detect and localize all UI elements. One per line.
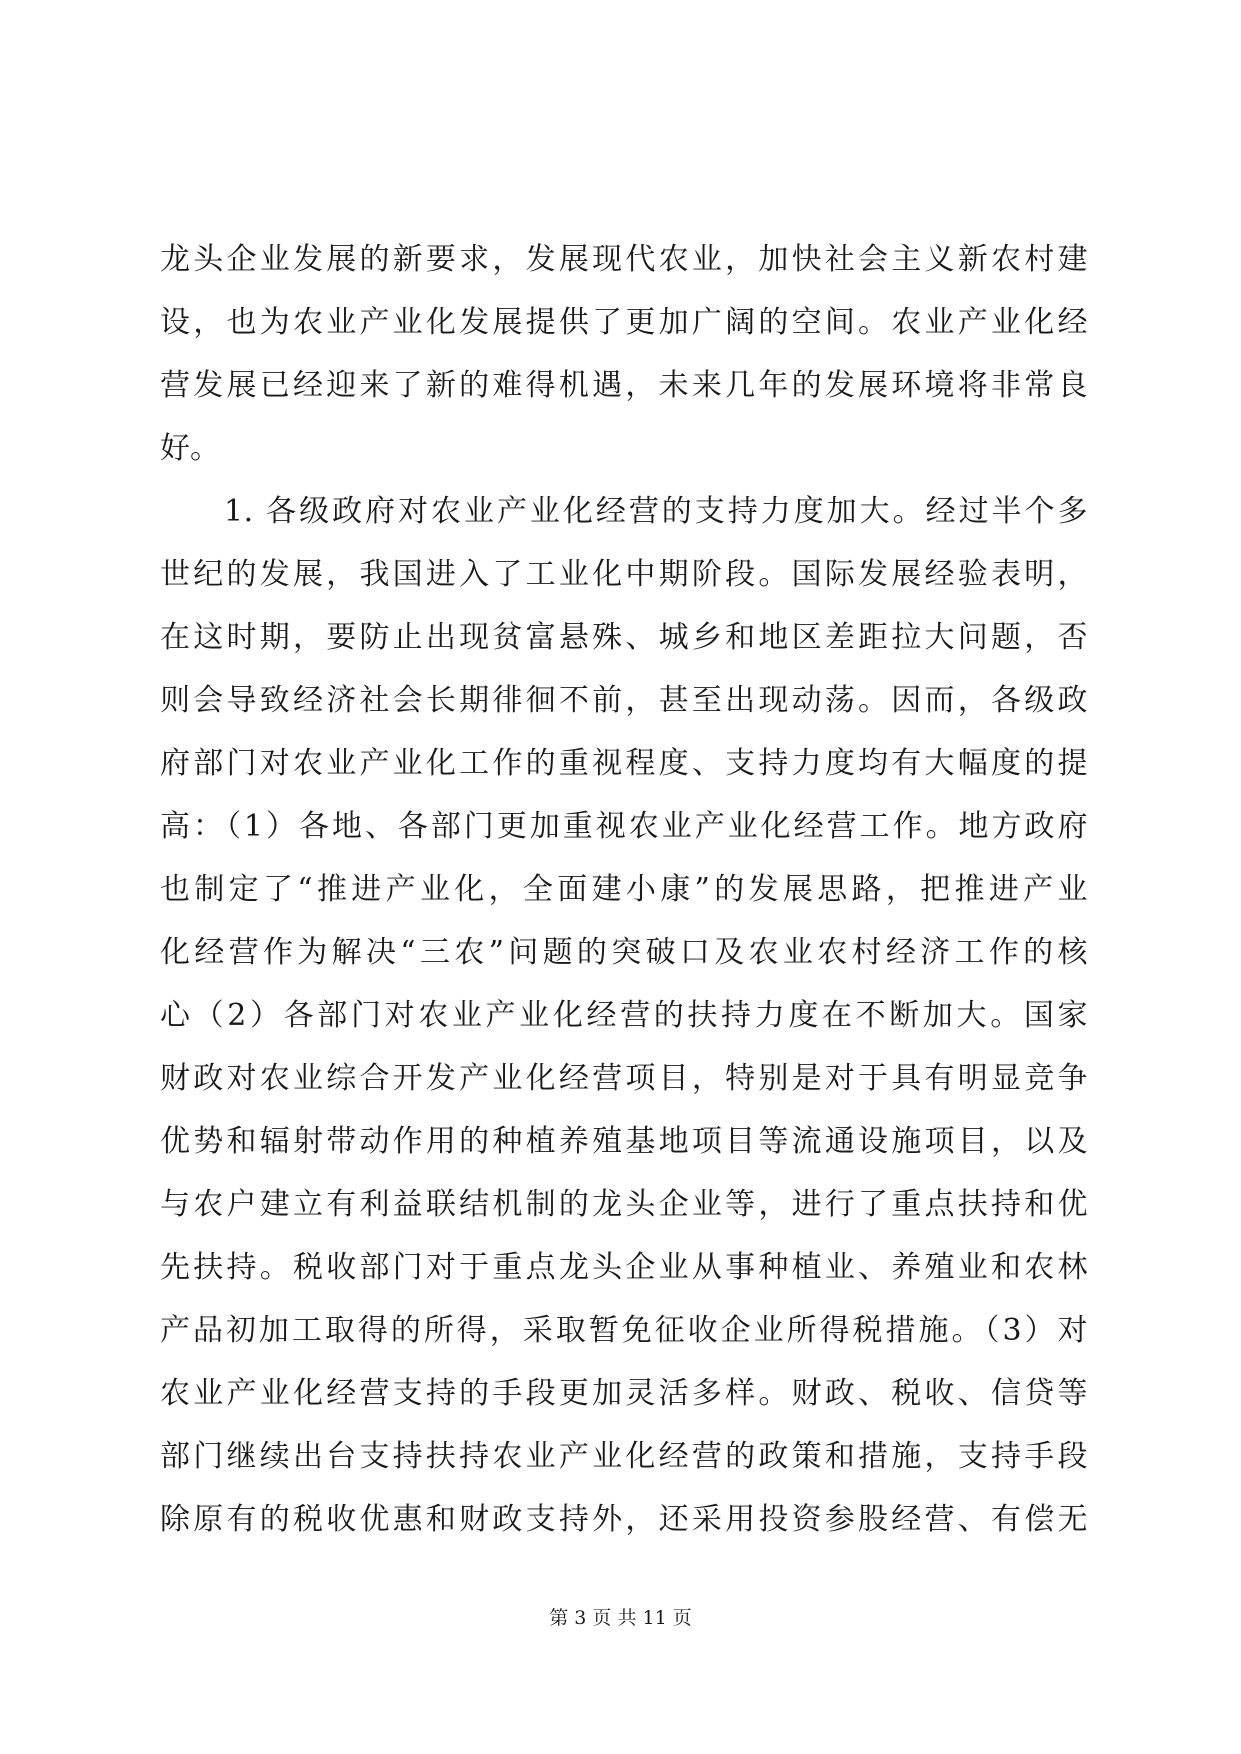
text-line: 在这时期，要防止出现贫富悬殊、城乡和地区差距拉大问题，否 <box>160 620 1088 655</box>
text-line: 则会导致经济社会长期徘徊不前，甚至出现动荡。因而，各级政 <box>160 683 1088 718</box>
paragraph-government-support <box>160 480 1088 1551</box>
paragraph-intro <box>160 228 1088 480</box>
text-line: 营发展已经迎来了新的难得机遇，未来几年的发展环境将非常良 <box>160 368 1088 403</box>
text-line: 优势和辐射带动作用的种植养殖基地项目等流通设施项目，以及 <box>160 1124 1088 1159</box>
text-line: 设，也为农业产业化发展提供了更加广阔的空间。农业产业化经 <box>160 305 1088 340</box>
text-line: 除原有的税收优惠和财政支持外，还采用投资参股经营、有偿无 <box>160 1502 1088 1537</box>
text-line: 1. 各级政府对农业产业化经营的支持力度加大。经过半个多 <box>224 494 1088 529</box>
text-line: 龙头企业发展的新要求，发展现代农业，加快社会主义新农村建 <box>160 242 1088 277</box>
text-line: 先扶持。税收部门对于重点龙头企业从事种植业、养殖业和农林 <box>160 1250 1088 1285</box>
text-line: 也制定了“推进产业化，全面建小康”的发展思路，把推进产业 <box>160 872 1088 907</box>
text-line: 与农户建立有利益联结机制的龙头企业等，进行了重点扶持和优 <box>160 1187 1088 1222</box>
text-line: 府部门对农业产业化工作的重视程度、支持力度均有大幅度的提 <box>160 746 1088 781</box>
text-line: 化经营作为解决“三农”问题的突破口及农业农村经济工作的核 <box>160 935 1088 970</box>
text-line: 世纪的发展，我国进入了工业化中期阶段。国际发展经验表明， <box>160 557 1088 592</box>
text-line: 产品初加工取得的所得，采取暂免征收企业所得税措施。（3）对 <box>160 1313 1088 1348</box>
text-line: 心（2）各部门对农业产业化经营的扶持力度在不断加大。国家 <box>160 998 1088 1033</box>
text-line: 农业产业化经营支持的手段更加灵活多样。财政、税收、信贷等 <box>160 1376 1088 1411</box>
body-text <box>160 228 1088 1551</box>
text-line: 财政对农业综合开发产业化经营项目，特别是对于具有明显竞争 <box>160 1061 1088 1096</box>
page-number-footer: 第 3 页 共 11 页 <box>549 1607 692 1629</box>
text-line: 部门继续出台支持扶持农业产业化经营的政策和措施，支持手段 <box>160 1439 1088 1474</box>
text-line: 高：（1）各地、各部门更加重视农业产业化经营工作。地方政府 <box>160 809 1088 844</box>
text-line: 好。 <box>160 431 220 466</box>
